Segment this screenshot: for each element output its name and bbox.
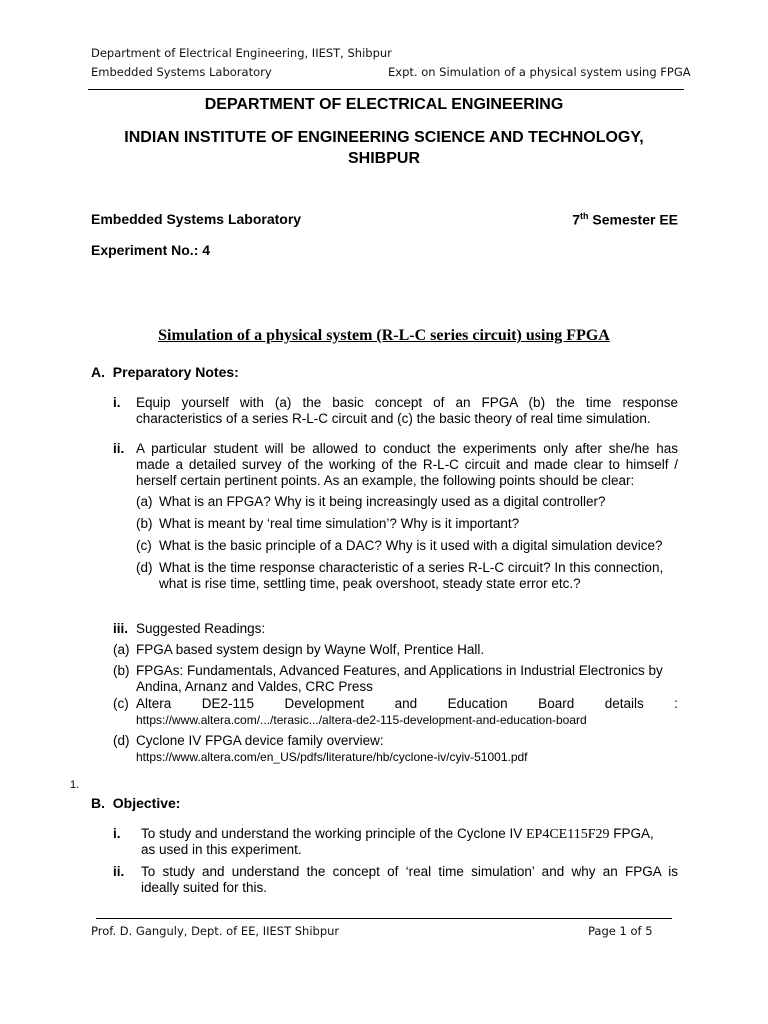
section-b-heading: B. Objective:: [91, 795, 181, 811]
question-a-text: What is an FPGA? Why is it being increasingly used as a digital controller?: [159, 494, 606, 509]
question-c-text: What is the basic principle of a DAC? Why is it used with a digital simulation device?: [159, 538, 663, 553]
lab-name: Embedded Systems Laboratory: [91, 211, 302, 227]
item-i-line2: characteristics of a series R-L-C circuit and (c) the basic theory of real time simulation.: [136, 411, 651, 426]
list-number: 1.: [70, 779, 80, 791]
experiment-number: Experiment No.: 4: [91, 242, 211, 258]
item-ii-line1: A particular student will be allowed to conduct the experiments only after she/he has: [136, 441, 678, 456]
objective-ii-line2: ideally suited for this.: [141, 880, 268, 895]
section-a-heading: A. Preparatory Notes:: [91, 364, 239, 380]
reading-b-label: (b): [113, 663, 130, 678]
question-c-label: (c): [136, 538, 152, 553]
reading-c-url[interactable]: https://www.altera.com/.../terasic.../altera-de2-115-development-and-education-board: [136, 713, 587, 727]
experiment-title: Simulation of a physical system (R-L-C series circuit) using FPGA: [158, 327, 610, 344]
objective-ii-line1: To study and understand the concept of ‘real time simulation’ and why an FPGA is: [141, 864, 678, 879]
reading-b-line2: Andina, Arnanz and Valdes, CRC Press: [136, 679, 373, 694]
objective-i-line2: as used in this experiment.: [141, 842, 302, 857]
semester: 7th Semester EE: [572, 211, 678, 228]
footer-author: Prof. D. Ganguly, Dept. of EE, IIEST Shibpur: [91, 924, 340, 938]
reading-d-url[interactable]: https://www.altera.com/en_US/pdfs/literature/hb/cyclone-iv/cyiv-51001.pdf: [136, 750, 528, 764]
item-i-label: i.: [113, 395, 121, 410]
reading-d-label: (d): [113, 733, 130, 748]
footer-rule: [96, 918, 672, 919]
institute-title-line2: SHIBPUR: [347, 150, 420, 167]
reading-a-text: FPGA based system design by Wayne Wolf, Prentice Hall.: [136, 642, 485, 657]
header-experiment: Expt. on Simulation of a physical system using FPGA: [388, 65, 691, 79]
question-d-label: (d): [136, 560, 153, 575]
reading-b-line1: FPGAs: Fundamentals, Advanced Features, and Applications in Industrial Electronics by: [136, 663, 663, 678]
item-ii-line3: herself certain pertinent points. As an example, the following points should be clear:: [136, 473, 635, 488]
item-ii-line2: made a detailed survey of the working of the R-L-C circuit and made clear to himself /: [136, 457, 678, 472]
header-rule: [88, 89, 684, 90]
objective-ii-label: ii.: [113, 864, 125, 879]
objective-i-line1: To study and understand the working principle of the Cyclone IV EP4CE115F29 FPGA,: [141, 826, 654, 842]
objective-i-label: i.: [113, 826, 121, 841]
reading-c-text: Altera DE2-115 Development and Education Board details :: [136, 696, 678, 711]
question-b-label: (b): [136, 516, 153, 531]
reading-c-label: (c): [113, 696, 129, 711]
item-i-line1: Equip yourself with (a) the basic concept of an FPGA (b) the time response: [136, 395, 678, 410]
item-iii-label: iii.: [113, 621, 129, 636]
header-department: Department of Electrical Engineering, IIEST, Shibpur: [91, 46, 392, 60]
question-d-line2: what is rise time, settling time, peak overshoot, steady state error etc.?: [159, 576, 581, 591]
page-number: Page 1 of 5: [588, 924, 653, 938]
question-d-line1: What is the time response characteristic of a series R-L-C circuit? In this connection,: [159, 560, 664, 575]
question-a-label: (a): [136, 494, 153, 509]
item-ii-label: ii.: [113, 441, 125, 456]
question-b-text: What is meant by ‘real time simulation’? Why is it important?: [159, 516, 520, 531]
header-lab: Embedded Systems Laboratory: [91, 65, 272, 79]
reading-a-label: (a): [113, 642, 130, 657]
reading-d-text: Cyclone IV FPGA device family overview:: [136, 733, 384, 748]
institute-title-line1: INDIAN INSTITUTE OF ENGINEERING SCIENCE AND TECHNOLOGY,: [124, 129, 644, 146]
item-iii-text: Suggested Readings:: [136, 621, 266, 636]
department-title: DEPARTMENT OF ELECTRICAL ENGINEERING: [204, 96, 564, 113]
